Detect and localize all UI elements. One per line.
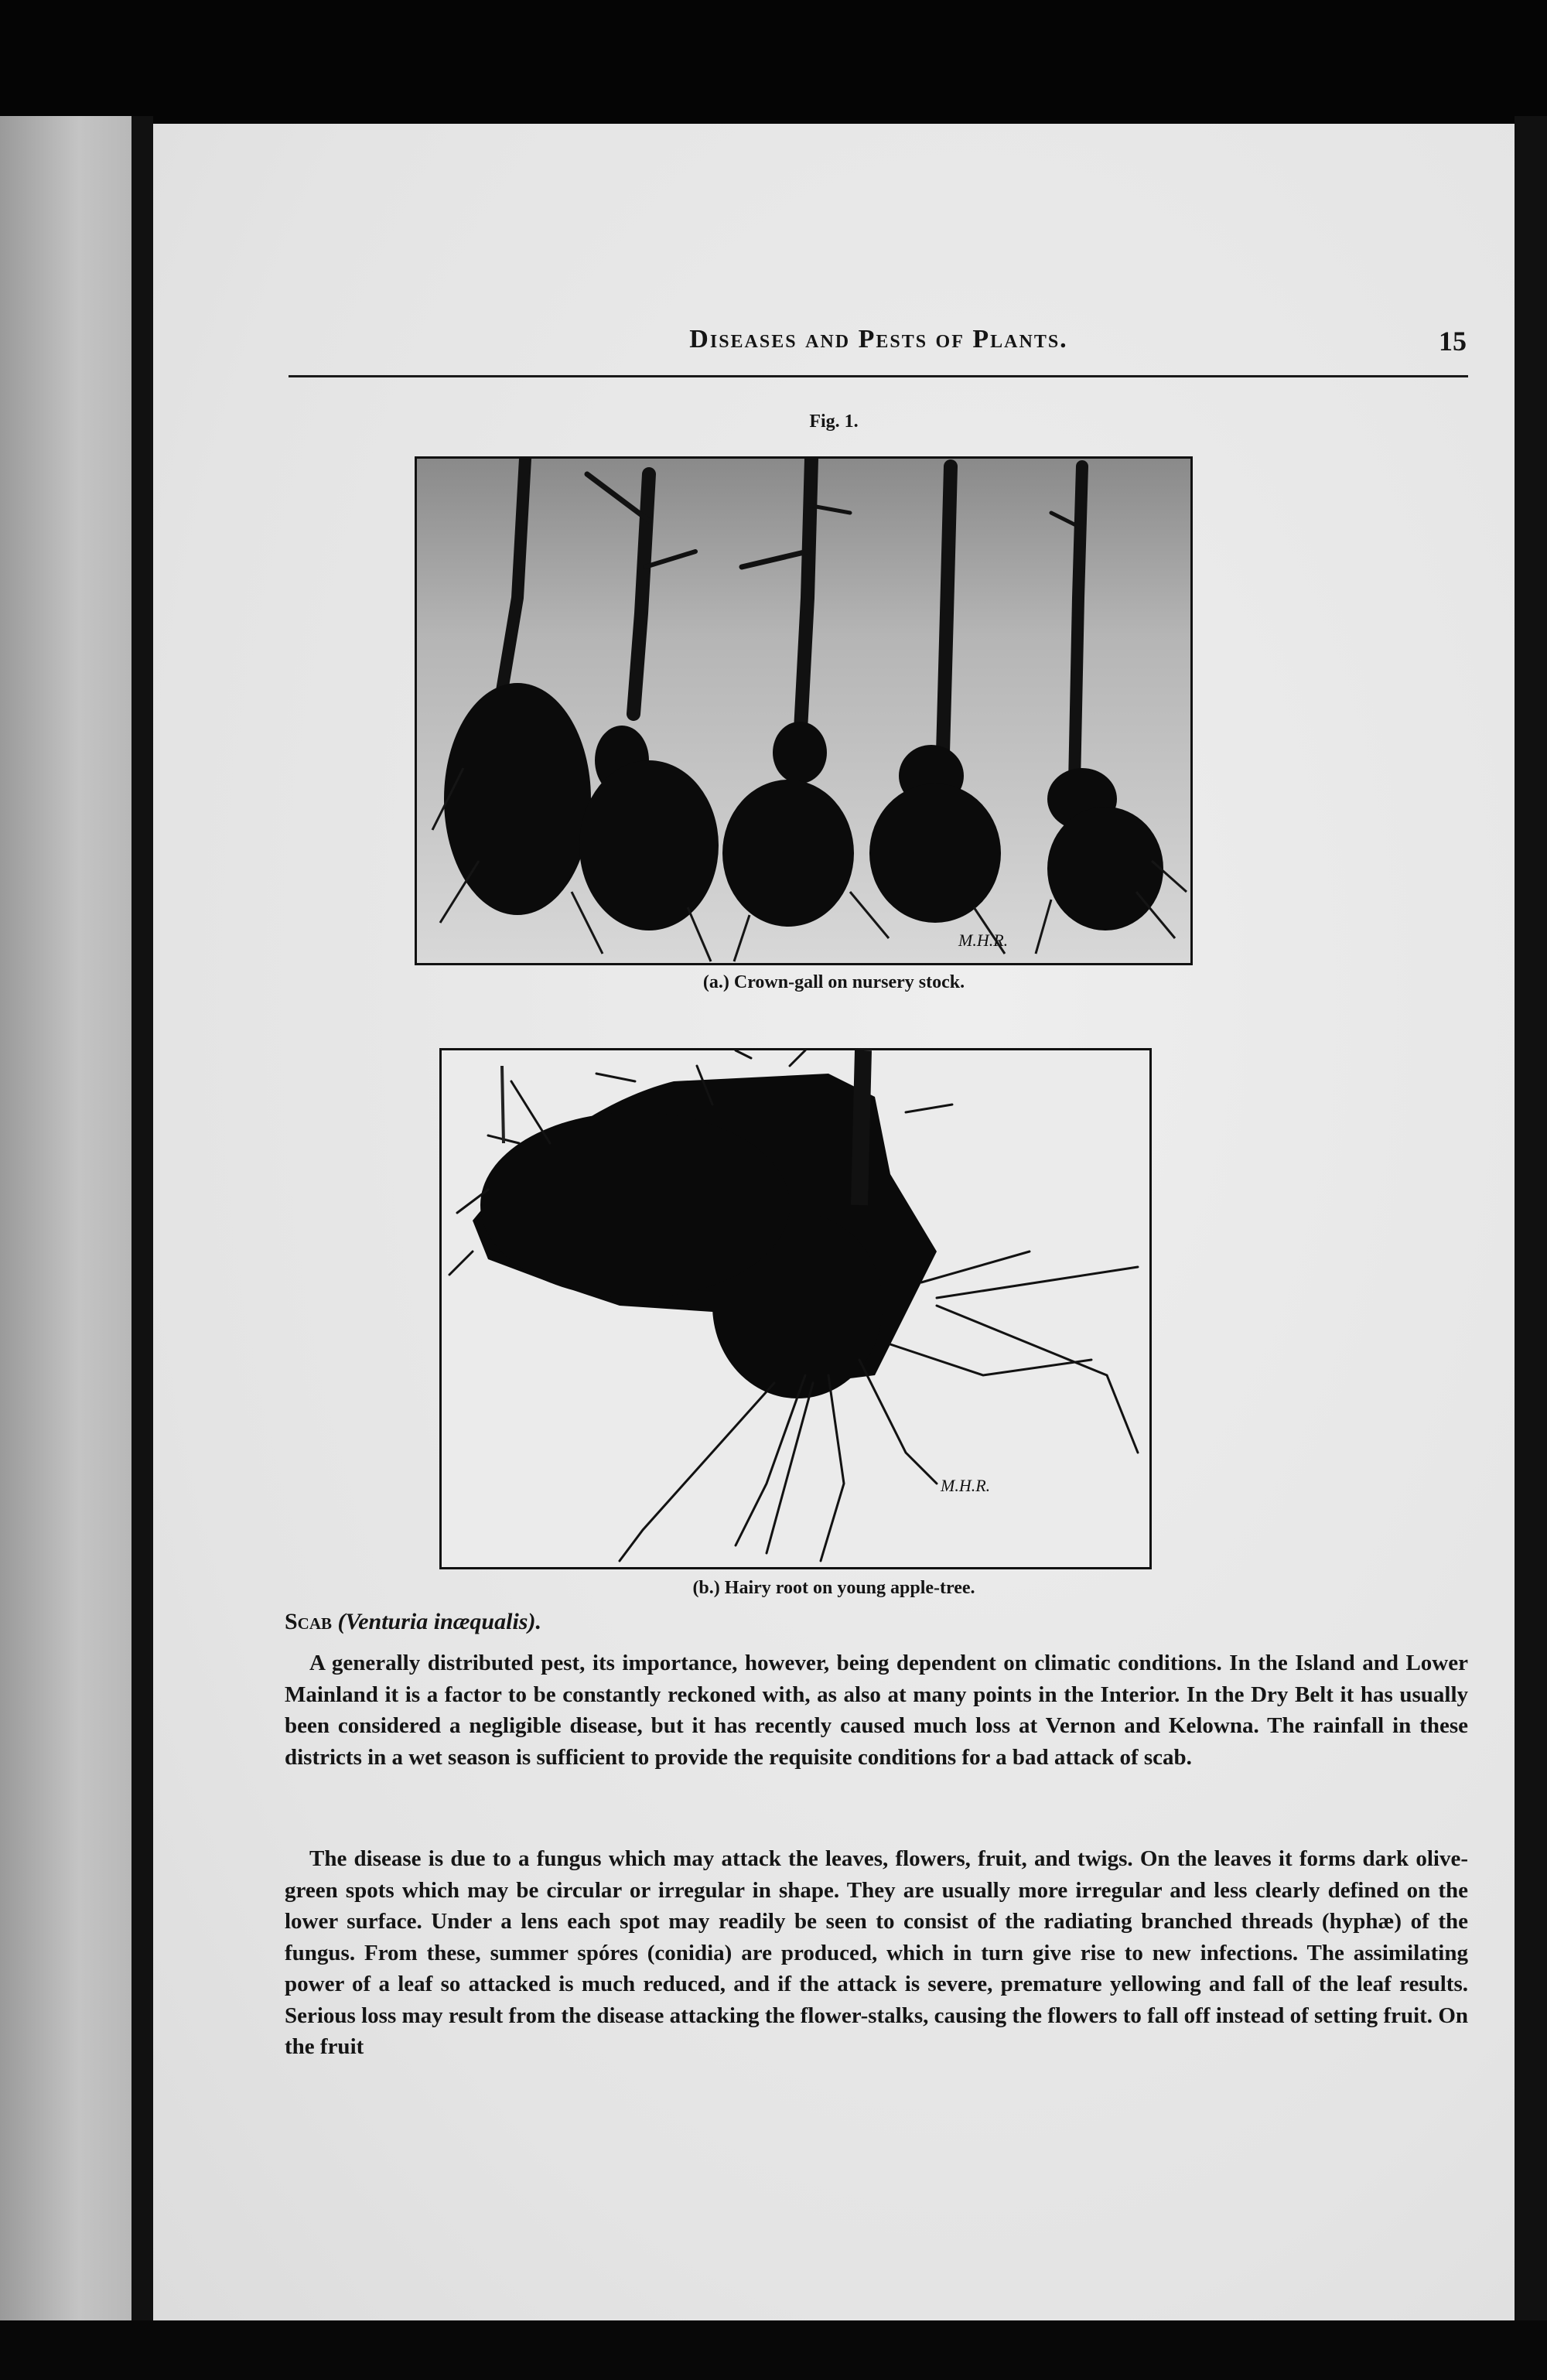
book-binding-shadow xyxy=(131,116,153,2328)
hairy-root-photo xyxy=(439,1048,1152,1569)
paragraph-distribution: A generally distributed pest, its importance, however, being dependent on climatic conditions. In the Island and Lower Mainland it is a factor to be constantly reckoned with, as also at many points in the Interior. In the Dry Belt it has usually been considered a negligible disease, but it has recently caused much loss at Vernon and Kelowna. The rainfall in these districts in a wet season is sufficient to provide the requisite conditions for a bad attack of scab. xyxy=(285,1651,1468,1770)
section-heading xyxy=(285,1609,541,1635)
caption-hairy-root: (b.) Hairy root on young apple-tree. xyxy=(692,1578,975,1598)
photographer-initials: M.H.R. xyxy=(941,1476,991,1495)
scan-right-border xyxy=(1515,116,1547,2328)
crown-gall-photo xyxy=(415,456,1193,965)
running-title: Diseases and Pests of Plants. xyxy=(689,325,1068,353)
section-title: Scab xyxy=(285,1609,333,1634)
scan-top-border xyxy=(0,0,1547,124)
page-number: 15 xyxy=(1439,326,1467,357)
figure-label: Fig. 1. xyxy=(809,411,859,432)
paragraph-disease-description: The disease is due to a fungus which may attack the leaves, flowers, fruit, and twigs. On the leaves it forms dark olive-green spots which may be circular or irregular in shape. They are usually more irregular and less clearly defined on the lower surface. Under a lens each spot may readily be seen to consist of the radiating branched threads (hyphæ) of the fungus. From these, summer spóres (conidia) are produced, which in turn give rise to new infections. The assimilating power of a leaf so attacked is much reduced, and if the attack is severe, premature yellowing and fall of the leaf results. Serious loss may result from the disease attacking the flower-stalks, causing the flowers to fall off instead of setting fruit. On the fruit xyxy=(285,1846,1468,2059)
caption-crown-gall: (a.) Crown-gall on nursery stock. xyxy=(702,972,965,992)
section-latin-name: (Venturia inæqualis). xyxy=(337,1609,541,1634)
scan-bottom-border xyxy=(0,2320,1547,2380)
header-rule xyxy=(289,375,1468,377)
book-page xyxy=(153,124,1515,2320)
facing-page-margin xyxy=(0,116,131,2328)
photographer-initials: M.H.R. xyxy=(958,930,1009,950)
running-head xyxy=(291,325,1467,360)
